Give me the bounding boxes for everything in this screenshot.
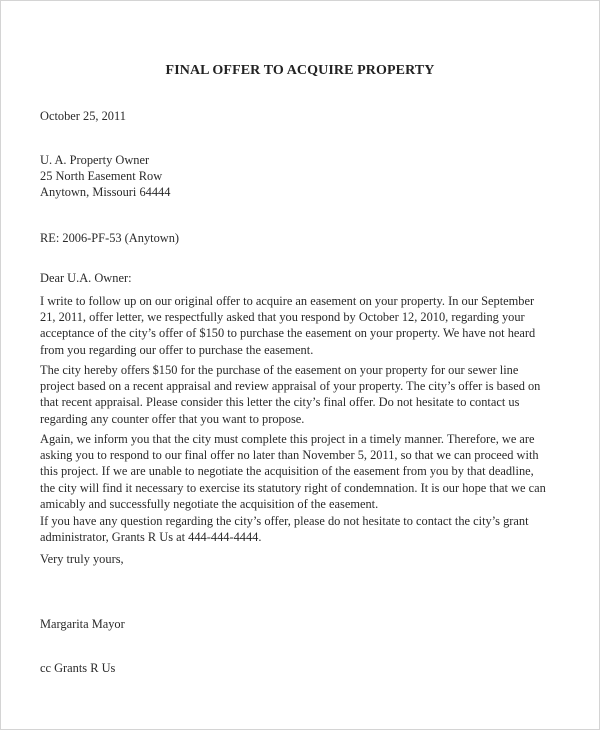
paragraph-4 — [40, 513, 580, 545]
paragraph-line: from you regarding our offer to purchase the easement. — [40, 342, 314, 357]
paragraph-2 — [40, 362, 580, 427]
recipient-street: 25 North Easement Row — [40, 169, 163, 184]
paragraph-line: Again, we inform you that the city must complete this project in a timely manner. Therefore, we are — [40, 432, 535, 446]
paragraph-line: this project. If we are unable to negotiate the acquisition of the easement from you by that deadline, — [40, 464, 534, 479]
recipient-name: U. A. Property Owner — [40, 153, 150, 167]
paragraph-line: acceptance of the city’s offer of $150 to purchase the easement on your property. We have not heard — [40, 326, 536, 341]
paragraph-line: regarding any counter offer that you want to propose. — [40, 411, 305, 426]
paragraph-line: 21, 2011, offer letter, we respectfully asked that you respond by October 12, 2010, regarding your — [40, 310, 525, 325]
letter-title: FINAL OFFER TO ACQUIRE PROPERTY — [165, 63, 435, 78]
signer-name: Margarita Mayor — [40, 617, 125, 631]
paragraph-3 — [40, 431, 580, 512]
recipient-address — [40, 152, 170, 201]
paragraph-line: the city will find it necessary to exercise its statutory right of condemnation. It is our hope that we can — [40, 480, 546, 495]
re-line: RE: 2006-PF-53 (Anytown) — [40, 231, 180, 245]
salutation: Dear U.A. Owner: — [40, 271, 132, 285]
paragraph-line: that recent appraisal. Please consider this letter the city’s final offer. Do not hesitate to contact us — [40, 395, 520, 410]
paragraph-line: I write to follow up on our original offer to acquire an easement on your property. In our September — [40, 294, 535, 308]
paragraph-line: project based on a recent appraisal and review appraisal of your property. The city’s offer is based on — [40, 379, 541, 394]
letter-date: October 25, 2011 — [40, 109, 126, 123]
paragraph-1 — [40, 293, 580, 358]
cc-line: cc Grants R Us — [40, 661, 116, 675]
paragraph-line: If you have any question regarding the city’s offer, please do not hesitate to contact the city’s grant — [40, 514, 529, 528]
paragraph-line: amicably and successfully negotiate the acquisition of the easement. — [40, 496, 379, 511]
recipient-city: Anytown, Missouri 64444 — [40, 185, 171, 200]
paragraph-line: The city hereby offers $150 for the purchase of the easement on your property for our sewer line — [40, 363, 519, 377]
paragraph-line: administrator, Grants R Us at 444-444-4444. — [40, 530, 262, 545]
paragraph-line: asking you to respond to our final offer no later than November 5, 2011, so that we can proceed with — [40, 448, 539, 463]
closing: Very truly yours, — [40, 552, 124, 566]
